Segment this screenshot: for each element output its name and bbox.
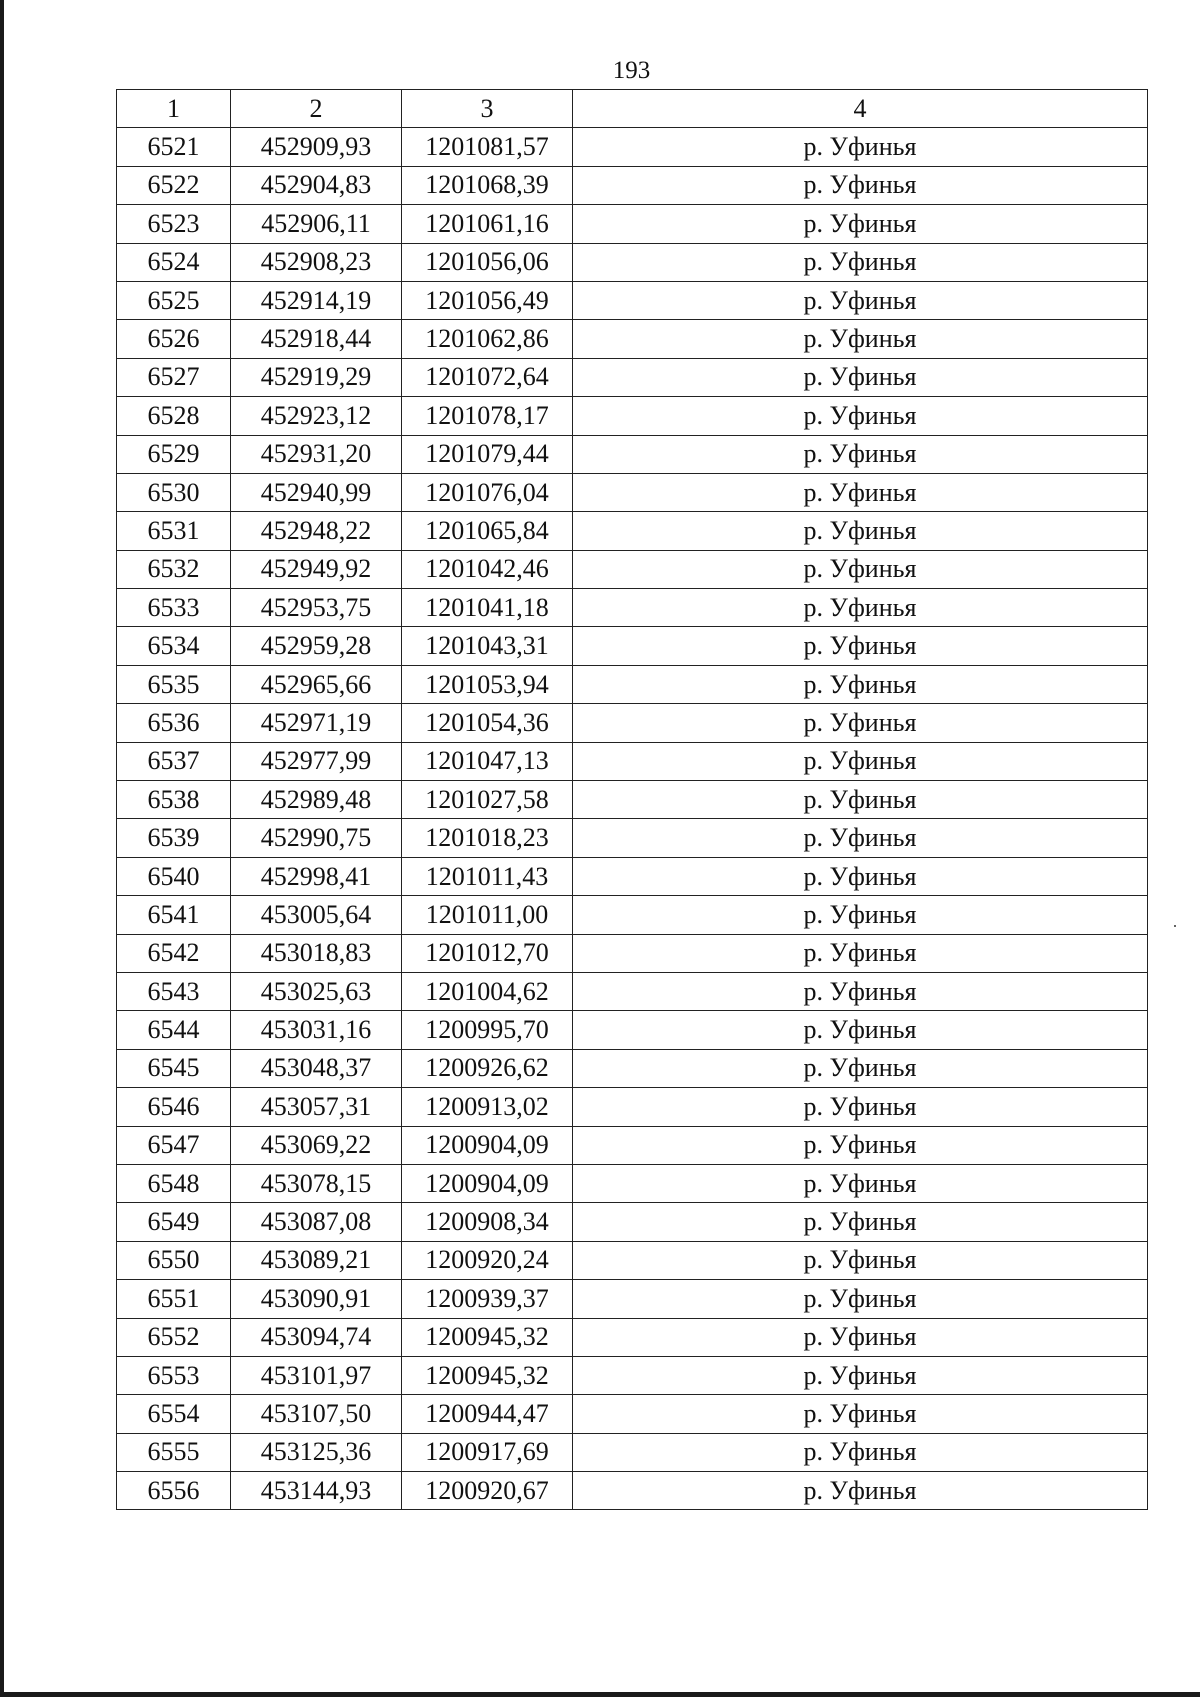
y-coordinate-cell: 1200913,02 <box>402 1088 573 1126</box>
description-cell: р. Уфинья <box>573 819 1148 857</box>
y-coordinate-cell: 1201011,43 <box>402 857 573 895</box>
y-coordinate-cell: 1201061,16 <box>402 205 573 243</box>
point-number-cell: 6553 <box>117 1356 231 1394</box>
y-coordinate-cell: 1201065,84 <box>402 512 573 550</box>
x-coordinate-cell: 453107,50 <box>231 1395 402 1433</box>
description-cell: р. Уфинья <box>573 1356 1148 1394</box>
table-row <box>117 1049 1148 1087</box>
header-cell-1: 1 <box>117 90 231 128</box>
point-number-cell: 6522 <box>117 166 231 204</box>
table-row <box>117 665 1148 703</box>
y-coordinate-cell: 1201056,06 <box>402 243 573 281</box>
scan-speck <box>1174 925 1176 927</box>
x-coordinate-cell: 452918,44 <box>231 320 402 358</box>
description-cell: р. Уфинья <box>573 320 1148 358</box>
description-cell: р. Уфинья <box>573 1395 1148 1433</box>
x-coordinate-cell: 453005,64 <box>231 896 402 934</box>
description-cell: р. Уфинья <box>573 627 1148 665</box>
table-row <box>117 742 1148 780</box>
description-cell: р. Уфинья <box>573 665 1148 703</box>
y-coordinate-cell: 1201081,57 <box>402 128 573 166</box>
y-coordinate-cell: 1201047,13 <box>402 742 573 780</box>
y-coordinate-cell: 1201027,58 <box>402 781 573 819</box>
description-cell: р. Уфинья <box>573 742 1148 780</box>
table-row <box>117 1356 1148 1394</box>
x-coordinate-cell: 453078,15 <box>231 1164 402 1202</box>
description-cell: р. Уфинья <box>573 435 1148 473</box>
description-cell: р. Уфинья <box>573 550 1148 588</box>
point-number-cell: 6534 <box>117 627 231 665</box>
y-coordinate-cell: 1200908,34 <box>402 1203 573 1241</box>
x-coordinate-cell: 452914,19 <box>231 281 402 319</box>
x-coordinate-cell: 453094,74 <box>231 1318 402 1356</box>
table-row <box>117 1280 1148 1318</box>
x-coordinate-cell: 453087,08 <box>231 1203 402 1241</box>
point-number-cell: 6531 <box>117 512 231 550</box>
table-row <box>117 281 1148 319</box>
y-coordinate-cell: 1201062,86 <box>402 320 573 358</box>
point-number-cell: 6548 <box>117 1164 231 1202</box>
x-coordinate-cell: 452989,48 <box>231 781 402 819</box>
y-coordinate-cell: 1201018,23 <box>402 819 573 857</box>
x-coordinate-cell: 452919,29 <box>231 358 402 396</box>
y-coordinate-cell: 1200917,69 <box>402 1433 573 1471</box>
x-coordinate-cell: 453048,37 <box>231 1049 402 1087</box>
header-cell-2: 2 <box>231 90 402 128</box>
x-coordinate-cell: 453090,91 <box>231 1280 402 1318</box>
table-row <box>117 435 1148 473</box>
table-row <box>117 512 1148 550</box>
x-coordinate-cell: 453025,63 <box>231 972 402 1010</box>
description-cell: р. Уфинья <box>573 1011 1148 1049</box>
description-cell: р. Уфинья <box>573 934 1148 972</box>
y-coordinate-cell: 1201068,39 <box>402 166 573 204</box>
description-cell: р. Уфинья <box>573 1049 1148 1087</box>
table-row <box>117 819 1148 857</box>
y-coordinate-cell: 1200945,32 <box>402 1318 573 1356</box>
description-cell: р. Уфинья <box>573 473 1148 511</box>
table-row <box>117 397 1148 435</box>
y-coordinate-cell: 1201054,36 <box>402 704 573 742</box>
table-row <box>117 1203 1148 1241</box>
x-coordinate-cell: 452953,75 <box>231 589 402 627</box>
x-coordinate-cell: 452998,41 <box>231 857 402 895</box>
point-number-cell: 6550 <box>117 1241 231 1279</box>
point-number-cell: 6526 <box>117 320 231 358</box>
scan-border-bottom <box>0 1692 1200 1697</box>
table-row <box>117 1164 1148 1202</box>
header-cell-4: 4 <box>573 90 1148 128</box>
x-coordinate-cell: 452908,23 <box>231 243 402 281</box>
point-number-cell: 6546 <box>117 1088 231 1126</box>
x-coordinate-cell: 452971,19 <box>231 704 402 742</box>
x-coordinate-cell: 453125,36 <box>231 1433 402 1471</box>
table-row <box>117 781 1148 819</box>
header-cell-3: 3 <box>402 90 573 128</box>
point-number-cell: 6554 <box>117 1395 231 1433</box>
y-coordinate-cell: 1201072,64 <box>402 358 573 396</box>
point-number-cell: 6527 <box>117 358 231 396</box>
description-cell: р. Уфинья <box>573 1472 1148 1510</box>
y-coordinate-cell: 1200904,09 <box>402 1164 573 1202</box>
description-cell: р. Уфинья <box>573 1203 1148 1241</box>
coordinates-table <box>116 89 1148 1510</box>
x-coordinate-cell: 452909,93 <box>231 128 402 166</box>
table-row <box>117 550 1148 588</box>
point-number-cell: 6530 <box>117 473 231 511</box>
y-coordinate-cell: 1201012,70 <box>402 934 573 972</box>
table-row <box>117 205 1148 243</box>
table-header <box>117 90 1148 128</box>
x-coordinate-cell: 452923,12 <box>231 397 402 435</box>
point-number-cell: 6535 <box>117 665 231 703</box>
table-row <box>117 934 1148 972</box>
y-coordinate-cell: 1200945,32 <box>402 1356 573 1394</box>
y-coordinate-cell: 1201078,17 <box>402 397 573 435</box>
x-coordinate-cell: 452940,99 <box>231 473 402 511</box>
point-number-cell: 6545 <box>117 1049 231 1087</box>
description-cell: р. Уфинья <box>573 781 1148 819</box>
table-row <box>117 1395 1148 1433</box>
table-row <box>117 166 1148 204</box>
point-number-cell: 6549 <box>117 1203 231 1241</box>
y-coordinate-cell: 1201042,46 <box>402 550 573 588</box>
description-cell: р. Уфинья <box>573 972 1148 1010</box>
description-cell: р. Уфинья <box>573 1126 1148 1164</box>
x-coordinate-cell: 452931,20 <box>231 435 402 473</box>
table-row <box>117 589 1148 627</box>
y-coordinate-cell: 1201043,31 <box>402 627 573 665</box>
point-number-cell: 6528 <box>117 397 231 435</box>
table-row <box>117 1126 1148 1164</box>
x-coordinate-cell: 452977,99 <box>231 742 402 780</box>
y-coordinate-cell: 1201004,62 <box>402 972 573 1010</box>
scan-border-left <box>0 0 4 1697</box>
y-coordinate-cell: 1200995,70 <box>402 1011 573 1049</box>
x-coordinate-cell: 452990,75 <box>231 819 402 857</box>
table-row <box>117 1088 1148 1126</box>
x-coordinate-cell: 453089,21 <box>231 1241 402 1279</box>
x-coordinate-cell: 453144,93 <box>231 1472 402 1510</box>
point-number-cell: 6523 <box>117 205 231 243</box>
x-coordinate-cell: 452904,83 <box>231 166 402 204</box>
table-row <box>117 972 1148 1010</box>
description-cell: р. Уфинья <box>573 128 1148 166</box>
description-cell: р. Уфинья <box>573 512 1148 550</box>
table-body <box>117 128 1148 1510</box>
point-number-cell: 6539 <box>117 819 231 857</box>
description-cell: р. Уфинья <box>573 358 1148 396</box>
description-cell: р. Уфинья <box>573 896 1148 934</box>
table-row <box>117 704 1148 742</box>
point-number-cell: 6533 <box>117 589 231 627</box>
point-number-cell: 6537 <box>117 742 231 780</box>
y-coordinate-cell: 1201076,04 <box>402 473 573 511</box>
point-number-cell: 6544 <box>117 1011 231 1049</box>
x-coordinate-cell: 452906,11 <box>231 205 402 243</box>
x-coordinate-cell: 453018,83 <box>231 934 402 972</box>
point-number-cell: 6538 <box>117 781 231 819</box>
point-number-cell: 6551 <box>117 1280 231 1318</box>
point-number-cell: 6524 <box>117 243 231 281</box>
table-row <box>117 857 1148 895</box>
point-number-cell: 6532 <box>117 550 231 588</box>
description-cell: р. Уфинья <box>573 1241 1148 1279</box>
y-coordinate-cell: 1200904,09 <box>402 1126 573 1164</box>
point-number-cell: 6525 <box>117 281 231 319</box>
y-coordinate-cell: 1201041,18 <box>402 589 573 627</box>
x-coordinate-cell: 452959,28 <box>231 627 402 665</box>
description-cell: р. Уфинья <box>573 1433 1148 1471</box>
y-coordinate-cell: 1200920,67 <box>402 1472 573 1510</box>
x-coordinate-cell: 453069,22 <box>231 1126 402 1164</box>
point-number-cell: 6543 <box>117 972 231 1010</box>
table-row <box>117 358 1148 396</box>
description-cell: р. Уфинья <box>573 205 1148 243</box>
point-number-cell: 6529 <box>117 435 231 473</box>
x-coordinate-cell: 452948,22 <box>231 512 402 550</box>
description-cell: р. Уфинья <box>573 243 1148 281</box>
point-number-cell: 6552 <box>117 1318 231 1356</box>
table-row <box>117 128 1148 166</box>
description-cell: р. Уфинья <box>573 1318 1148 1356</box>
x-coordinate-cell: 453057,31 <box>231 1088 402 1126</box>
table-row <box>117 473 1148 511</box>
table-row <box>117 1318 1148 1356</box>
y-coordinate-cell: 1200944,47 <box>402 1395 573 1433</box>
table-row <box>117 896 1148 934</box>
y-coordinate-cell: 1200920,24 <box>402 1241 573 1279</box>
x-coordinate-cell: 452949,92 <box>231 550 402 588</box>
point-number-cell: 6555 <box>117 1433 231 1471</box>
y-coordinate-cell: 1201011,00 <box>402 896 573 934</box>
x-coordinate-cell: 453031,16 <box>231 1011 402 1049</box>
description-cell: р. Уфинья <box>573 1164 1148 1202</box>
table-row <box>117 320 1148 358</box>
x-coordinate-cell: 452965,66 <box>231 665 402 703</box>
point-number-cell: 6547 <box>117 1126 231 1164</box>
y-coordinate-cell: 1200939,37 <box>402 1280 573 1318</box>
description-cell: р. Уфинья <box>573 281 1148 319</box>
point-number-cell: 6542 <box>117 934 231 972</box>
description-cell: р. Уфинья <box>573 1088 1148 1126</box>
table-row <box>117 1011 1148 1049</box>
y-coordinate-cell: 1200926,62 <box>402 1049 573 1087</box>
header-row <box>117 90 1148 128</box>
description-cell: р. Уфинья <box>573 704 1148 742</box>
table-row <box>117 1241 1148 1279</box>
description-cell: р. Уфинья <box>573 166 1148 204</box>
y-coordinate-cell: 1201053,94 <box>402 665 573 703</box>
point-number-cell: 6556 <box>117 1472 231 1510</box>
description-cell: р. Уфинья <box>573 397 1148 435</box>
point-number-cell: 6541 <box>117 896 231 934</box>
page-number: 193 <box>612 57 651 84</box>
table-row <box>117 1433 1148 1471</box>
description-cell: р. Уфинья <box>573 589 1148 627</box>
point-number-cell: 6540 <box>117 857 231 895</box>
point-number-cell: 6536 <box>117 704 231 742</box>
y-coordinate-cell: 1201056,49 <box>402 281 573 319</box>
x-coordinate-cell: 453101,97 <box>231 1356 402 1394</box>
point-number-cell: 6521 <box>117 128 231 166</box>
description-cell: р. Уфинья <box>573 857 1148 895</box>
table-row <box>117 243 1148 281</box>
description-cell: р. Уфинья <box>573 1280 1148 1318</box>
y-coordinate-cell: 1201079,44 <box>402 435 573 473</box>
table-row <box>117 627 1148 665</box>
table-row <box>117 1472 1148 1510</box>
